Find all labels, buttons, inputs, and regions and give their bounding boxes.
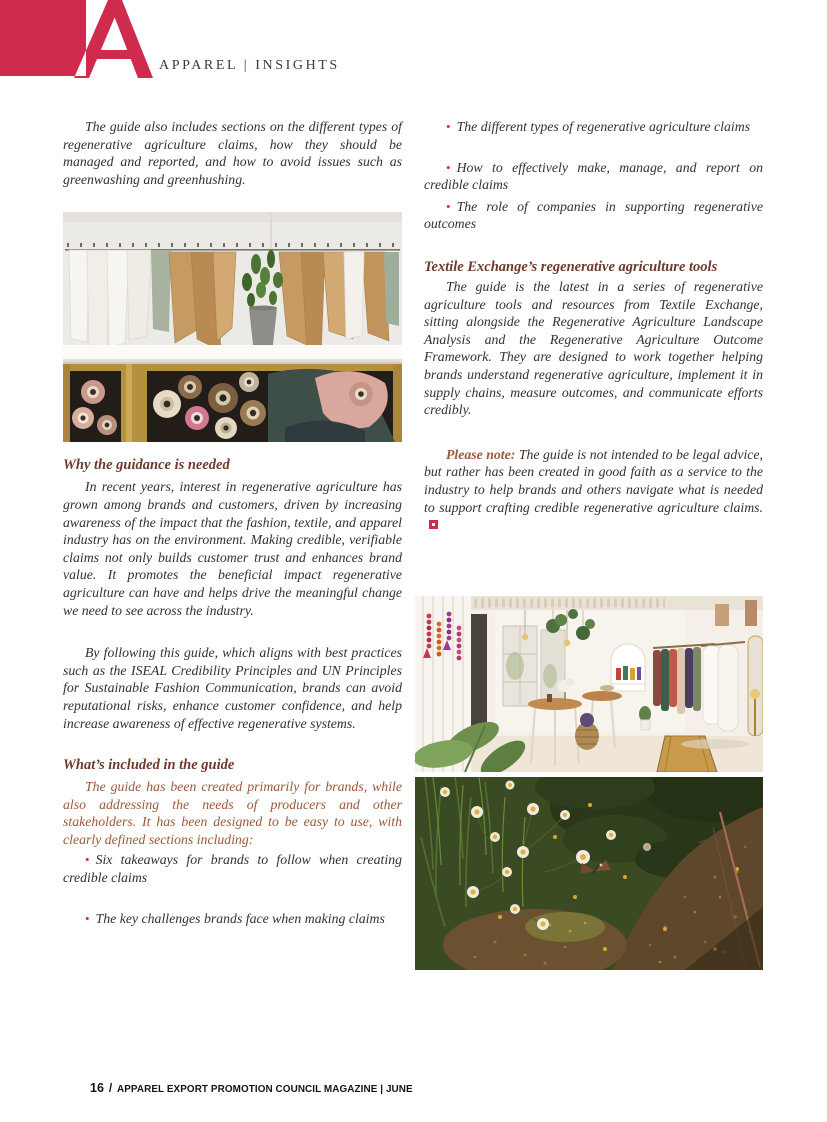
page-number: 16 bbox=[90, 1081, 104, 1095]
end-of-article-icon bbox=[429, 520, 438, 529]
left-bullet-2: • The key challenges brands face when making claims bbox=[85, 910, 385, 926]
section-heading-tools: Textile Exchange’s regenerative agriculture tools bbox=[424, 258, 718, 275]
note-paragraph: Please note: The guide is not intended to be legal advice, but rather has been created in good faith as a service to the industry to help brands and others navigate what is needed to support crafting credible regenerative agriculture claims. bbox=[424, 446, 763, 534]
right-bullet-1: • The different types of regenerative agriculture claims bbox=[446, 119, 751, 134]
fabric-studio-image bbox=[63, 212, 402, 442]
why-paragraph: In recent years, interest in regenerative agriculture has grown among brands and customers, driven by increasing awareness of the impact that the fashion, textile, and apparel industry has on the environment. Making credible, verifiable claims not only builds customer trust and enhances brand value. It promotes the beneficial impact regenerative agriculture can have and helps drive the meaningful change we need to see across the industry. bbox=[63, 479, 402, 618]
bullet-dot-icon: • bbox=[446, 198, 451, 214]
right-bullet-2: • How to effectively make, manage, and report on credible claims bbox=[424, 159, 763, 193]
tools-paragraph: The guide is the latest in a series of regenerative agriculture tools and resources from Textile Exchange, sitting alongside the Regenerative Agriculture Landscape Analysis and the Regenerative Agriculture Outcome Framework. They are designed to work together helping brands understand regenerative agriculture, implement it in supply chains, measure outcomes, and communicate efforts credibly. bbox=[424, 278, 763, 418]
bullet-dot-icon: • bbox=[446, 159, 451, 175]
right-bullet-3: • The role of companies in supporting regenerative outcomes bbox=[424, 198, 763, 232]
photo-fabric-studio bbox=[63, 212, 402, 442]
page-footer bbox=[90, 1081, 425, 1095]
included-paragraph: The guide has been created primarily for brands, while also addressing the needs of producers and other stakeholders. It has been designed to be easy to use, with clearly defined sections including: bbox=[63, 779, 402, 847]
section-heading-included: What’s included in the guide bbox=[63, 757, 235, 774]
bullet-dot-icon: • bbox=[85, 910, 90, 926]
apparel-logo-icon bbox=[0, 0, 170, 80]
right-column bbox=[424, 118, 763, 970]
photo-meadow bbox=[415, 777, 763, 970]
section-heading-why: Why the guidance is needed bbox=[63, 457, 230, 474]
left-column bbox=[63, 118, 402, 927]
intro-paragraph: The guide also includes sections on the different types of regenerative agriculture claims, how they should be managed and reported, and how to avoid issues such as greenwashing and greenhushing. bbox=[63, 119, 402, 187]
masthead-title: APPAREL | INSIGHTS bbox=[159, 58, 340, 73]
meadow-image bbox=[415, 777, 763, 970]
footer-separator: / bbox=[108, 1081, 113, 1095]
note-lead: Please note: bbox=[446, 446, 516, 462]
boutique-image bbox=[415, 596, 763, 772]
follow-paragraph: By following this guide, which aligns with best practices such as the ISEAL Credibility Principles and UN Principles for Sustainable Fashion Communication, brands can avoid reputational risks, enhance customer confidence, and help increase awareness of effective regenerative systems. bbox=[63, 645, 402, 731]
bullet-dot-icon: • bbox=[446, 119, 451, 134]
left-bullet-1: • Six takeaways for brands to follow when creating credible claims bbox=[63, 852, 402, 886]
footer-magazine-title: APPAREL EXPORT PROMOTION COUNCIL MAGAZINE | JUNE bbox=[117, 1084, 413, 1095]
bullet-dot-icon: • bbox=[85, 852, 90, 868]
photo-boutique bbox=[415, 596, 763, 772]
